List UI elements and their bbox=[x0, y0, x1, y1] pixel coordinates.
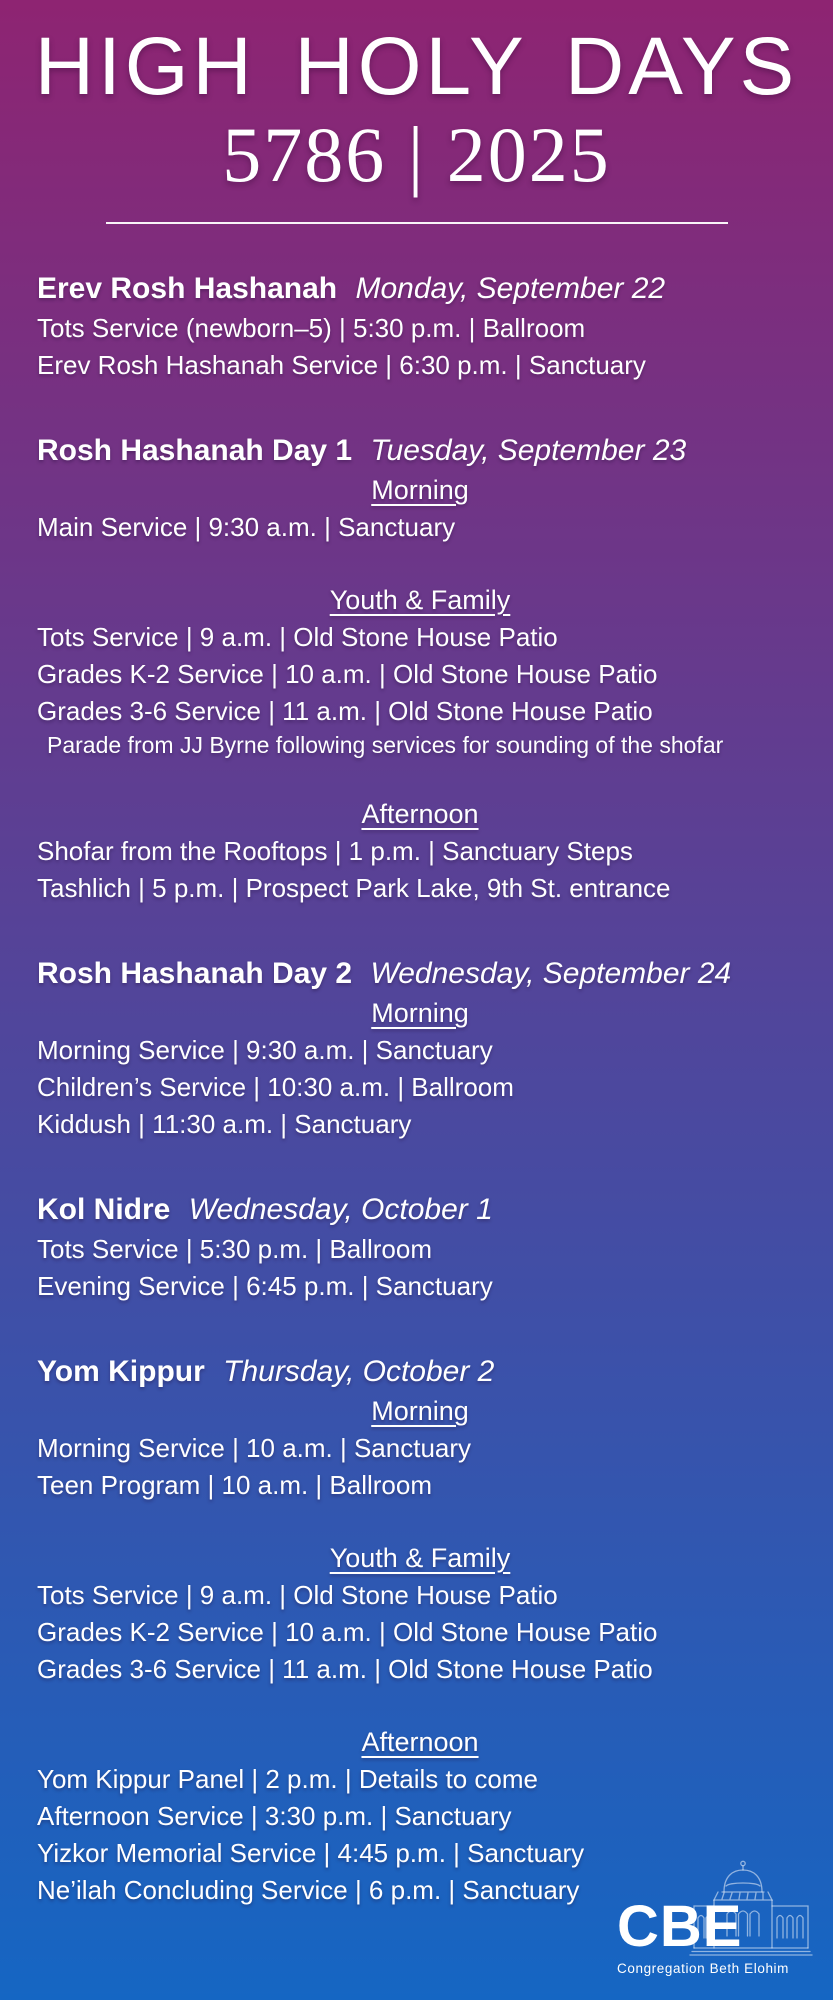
section-rosh-hashanah-day-1 bbox=[37, 430, 803, 907]
schedule-line: Tashlich | 5 p.m. | Prospect Park Lake, 9th St. entrance bbox=[37, 872, 671, 903]
schedule-line: Grades K-2 Service | 10 a.m. | Old Stone House Patio bbox=[37, 658, 658, 689]
group-subheader: Youth & Family bbox=[329, 584, 511, 615]
group-subheader: Morning bbox=[371, 997, 469, 1028]
section-rosh-hashanah-day-2 bbox=[37, 953, 803, 1143]
group-subheader: Morning bbox=[371, 1395, 469, 1426]
section-heading bbox=[37, 1351, 803, 1393]
section-date: Tuesday, September 23 bbox=[370, 433, 687, 467]
schedule-group-morning bbox=[37, 1393, 803, 1504]
section-title: Rosh Hashanah Day 2 bbox=[37, 956, 353, 990]
schedule-line: Grades 3-6 Service | 11 a.m. | Old Stone House Patio bbox=[37, 695, 653, 726]
section-date: Thursday, October 2 bbox=[223, 1354, 495, 1388]
schedule-line: Tots Service | 9 a.m. | Old Stone House Patio bbox=[37, 621, 558, 652]
schedule-line: Yom Kippur Panel | 2 p.m. | Details to come bbox=[37, 1763, 539, 1794]
schedule-line: Evening Service | 6:45 p.m. | Sanctuary bbox=[37, 1270, 493, 1301]
schedule bbox=[0, 268, 833, 1909]
schedule-line: Tots Service | 5:30 p.m. | Ballroom bbox=[37, 1233, 432, 1264]
section-kol-nidre bbox=[37, 1189, 803, 1305]
section-title: Rosh Hashanah Day 1 bbox=[37, 433, 353, 467]
section-heading bbox=[37, 1189, 803, 1231]
group-subheader: Morning bbox=[371, 474, 469, 505]
section-erev-rosh-hashanah bbox=[37, 268, 803, 384]
section-date: Wednesday, October 1 bbox=[188, 1192, 493, 1226]
schedule-line: Afternoon Service | 3:30 p.m. | Sanctuary bbox=[37, 1800, 512, 1831]
poster-year: 5786 | 2025 bbox=[222, 111, 611, 199]
section-title: Kol Nidre bbox=[37, 1192, 171, 1226]
title-block bbox=[0, 0, 833, 224]
section-date: Wednesday, September 24 bbox=[370, 956, 732, 990]
schedule-group-afternoon bbox=[37, 796, 803, 907]
section-yom-kippur bbox=[37, 1351, 803, 1909]
schedule-line: Main Service | 9:30 a.m. | Sanctuary bbox=[37, 511, 456, 542]
section-heading bbox=[37, 430, 803, 472]
section-date: Monday, September 22 bbox=[355, 271, 666, 305]
cbe-name: Congregation Beth Elohim bbox=[617, 1961, 789, 1976]
schedule-note: Parade from JJ Byrne following services for sounding of the shofar bbox=[47, 731, 724, 758]
schedule-line: Kiddush | 11:30 a.m. | Sanctuary bbox=[37, 1108, 412, 1139]
title-divider bbox=[106, 222, 728, 224]
schedule-line: Teen Program | 10 a.m. | Ballroom bbox=[37, 1469, 433, 1500]
section-title: Erev Rosh Hashanah bbox=[37, 271, 338, 305]
schedule-group-morning bbox=[37, 472, 803, 546]
section-heading bbox=[37, 268, 803, 310]
group-subheader: Afternoon bbox=[361, 1726, 479, 1757]
schedule-line: Ne’ilah Concluding Service | 6 p.m. | Sanctuary bbox=[37, 1874, 580, 1905]
section-title: Yom Kippur bbox=[37, 1354, 205, 1388]
schedule-group-morning bbox=[37, 995, 803, 1143]
schedule-line: Shofar from the Rooftops | 1 p.m. | Sanctuary Steps bbox=[37, 835, 633, 866]
schedule-line: Tots Service (newborn–5) | 5:30 p.m. | Ballroom bbox=[37, 312, 586, 343]
schedule-line: Yizkor Memorial Service | 4:45 p.m. | Sanctuary bbox=[37, 1837, 585, 1868]
schedule-line: Morning Service | 10 a.m. | Sanctuary bbox=[37, 1432, 472, 1463]
group-subheader: Youth & Family bbox=[329, 1542, 511, 1573]
group-subheader: Afternoon bbox=[361, 798, 479, 829]
schedule-group-youth-family bbox=[37, 1540, 803, 1688]
schedule-line: Erev Rosh Hashanah Service | 6:30 p.m. | Sanctuary bbox=[37, 349, 646, 380]
schedule-line: Morning Service | 9:30 a.m. | Sanctuary bbox=[37, 1034, 493, 1065]
schedule-group bbox=[37, 310, 803, 384]
schedule-line: Grades 3-6 Service | 11 a.m. | Old Stone House Patio bbox=[37, 1653, 653, 1684]
schedule-line: Children’s Service | 10:30 a.m. | Ballroom bbox=[37, 1071, 514, 1102]
schedule-line: Tots Service | 9 a.m. | Old Stone House Patio bbox=[37, 1579, 558, 1610]
schedule-line: Grades K-2 Service | 10 a.m. | Old Stone House Patio bbox=[37, 1616, 658, 1647]
cbe-logo bbox=[617, 1858, 817, 1980]
cbe-acronym: CBE bbox=[617, 1894, 743, 1959]
schedule-group bbox=[37, 1231, 803, 1305]
poster-title: HIGH HOLY DAYS bbox=[34, 21, 799, 112]
section-heading bbox=[37, 953, 803, 995]
schedule-group-youth-family bbox=[37, 582, 803, 760]
